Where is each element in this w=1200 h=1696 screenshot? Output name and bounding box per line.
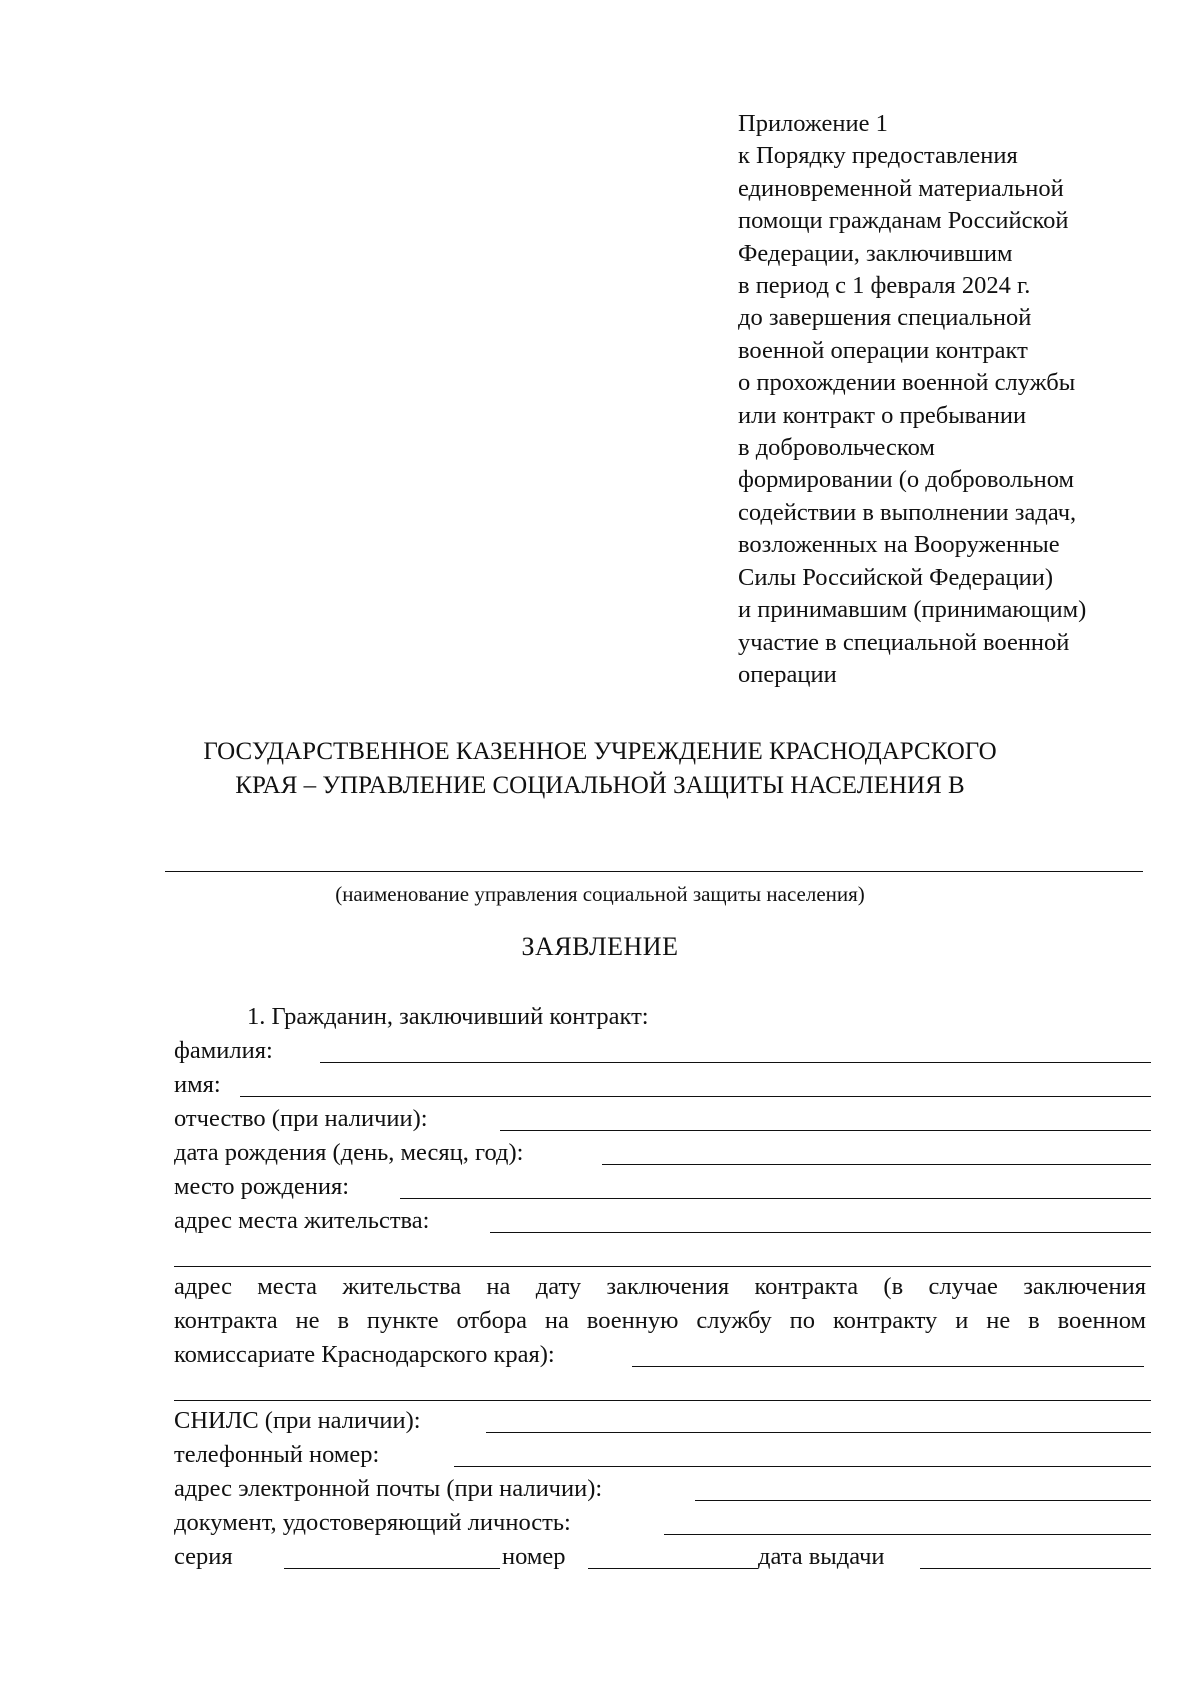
appendix-line: к Порядку предоставления	[738, 142, 1018, 170]
id-document-field[interactable]	[664, 1534, 1151, 1535]
appendix-line: Федерации, заключившим	[738, 239, 1013, 267]
issue-date-label: дата выдачи	[758, 1543, 885, 1570]
appendix-block	[738, 108, 1178, 691]
appendix-line: участие в специальной военной	[738, 628, 1070, 656]
appendix-line: о прохождении военной службы	[738, 369, 1076, 397]
contract-address-text-line-1: адрес места жительства на дату заключения контракта (в случае заключения	[174, 1273, 1146, 1300]
appendix-line: помощи гражданам Российской	[738, 207, 1069, 235]
organization-name-caption: (наименование управления социальной защиты населения)	[335, 882, 865, 906]
appendix-line: в добровольческом	[738, 434, 935, 462]
organization-line-2: КРАЯ – УПРАВЛЕНИЕ СОЦИАЛЬНОЙ ЗАЩИТЫ НАСЕЛЕНИЯ В	[235, 772, 965, 799]
number-field[interactable]	[588, 1568, 758, 1569]
appendix-line: в период с 1 февраля 2024 г.	[738, 272, 1031, 300]
email-label: адрес электронной почты (при наличии):	[174, 1475, 603, 1502]
surname-field[interactable]	[320, 1062, 1151, 1063]
phone-label: телефонный номер:	[174, 1441, 380, 1468]
appendix-line: возложенных на Вооруженные	[738, 531, 1060, 559]
series-label: серия	[174, 1543, 233, 1570]
surname-label: фамилия:	[174, 1037, 273, 1064]
appendix-line: формировании (о добровольном	[738, 466, 1075, 494]
appendix-line: или контракт о пребывании	[738, 401, 1027, 429]
contract-address-text-line-3: комиссариате Краснодарского края):	[174, 1341, 555, 1368]
appendix-line: до завершения специальной	[738, 304, 1032, 332]
series-field[interactable]	[284, 1568, 500, 1569]
email-field[interactable]	[695, 1500, 1151, 1501]
snils-label: СНИЛС (при наличии):	[174, 1407, 421, 1434]
contract-address-field-continued[interactable]	[174, 1400, 1151, 1401]
number-label: номер	[502, 1543, 566, 1570]
contract-address-field[interactable]	[632, 1366, 1144, 1367]
name-field[interactable]	[240, 1096, 1151, 1097]
organization-heading	[0, 735, 1200, 803]
birth-date-field[interactable]	[602, 1164, 1151, 1165]
appendix-line: содействии в выполнении задач,	[738, 498, 1077, 526]
appendix-line: единовременной материальной	[738, 174, 1064, 202]
id-document-label: документ, удостоверяющий личность:	[174, 1509, 571, 1536]
patronymic-label: отчество (при наличии):	[174, 1105, 428, 1132]
organization-line-1: ГОСУДАРСТВЕННОЕ КАЗЕННОЕ УЧРЕЖДЕНИЕ КРАСНОДАРСКОГО	[203, 738, 997, 765]
appendix-line: операции	[738, 660, 837, 688]
address-label: адрес места жительства:	[174, 1207, 430, 1234]
birth-place-label: место рождения:	[174, 1173, 350, 1200]
organization-name-blank[interactable]	[165, 871, 1143, 872]
page-title: ЗАЯВЛЕНИЕ	[521, 932, 679, 961]
issue-date-field[interactable]	[920, 1568, 1151, 1569]
snils-field[interactable]	[486, 1432, 1151, 1433]
section-1-heading: 1. Гражданин, заключивший контракт:	[247, 1003, 649, 1030]
appendix-line: Приложение 1	[738, 110, 888, 137]
address-field-continued[interactable]	[174, 1266, 1151, 1267]
birth-place-field[interactable]	[400, 1198, 1151, 1199]
phone-field[interactable]	[454, 1466, 1151, 1467]
birth-date-label: дата рождения (день, месяц, год):	[174, 1139, 524, 1166]
contract-address-text-line-2: контракта не в пункте отбора на военную службу по контракту и не в военном	[174, 1307, 1146, 1334]
appendix-line: военной операции контракт	[738, 336, 1028, 364]
name-label: имя:	[174, 1071, 221, 1098]
address-field[interactable]	[490, 1232, 1151, 1233]
appendix-line: Силы Российской Федерации)	[738, 563, 1053, 591]
appendix-line: и принимавшим (принимающим)	[738, 596, 1087, 624]
patronymic-field[interactable]	[500, 1130, 1151, 1131]
